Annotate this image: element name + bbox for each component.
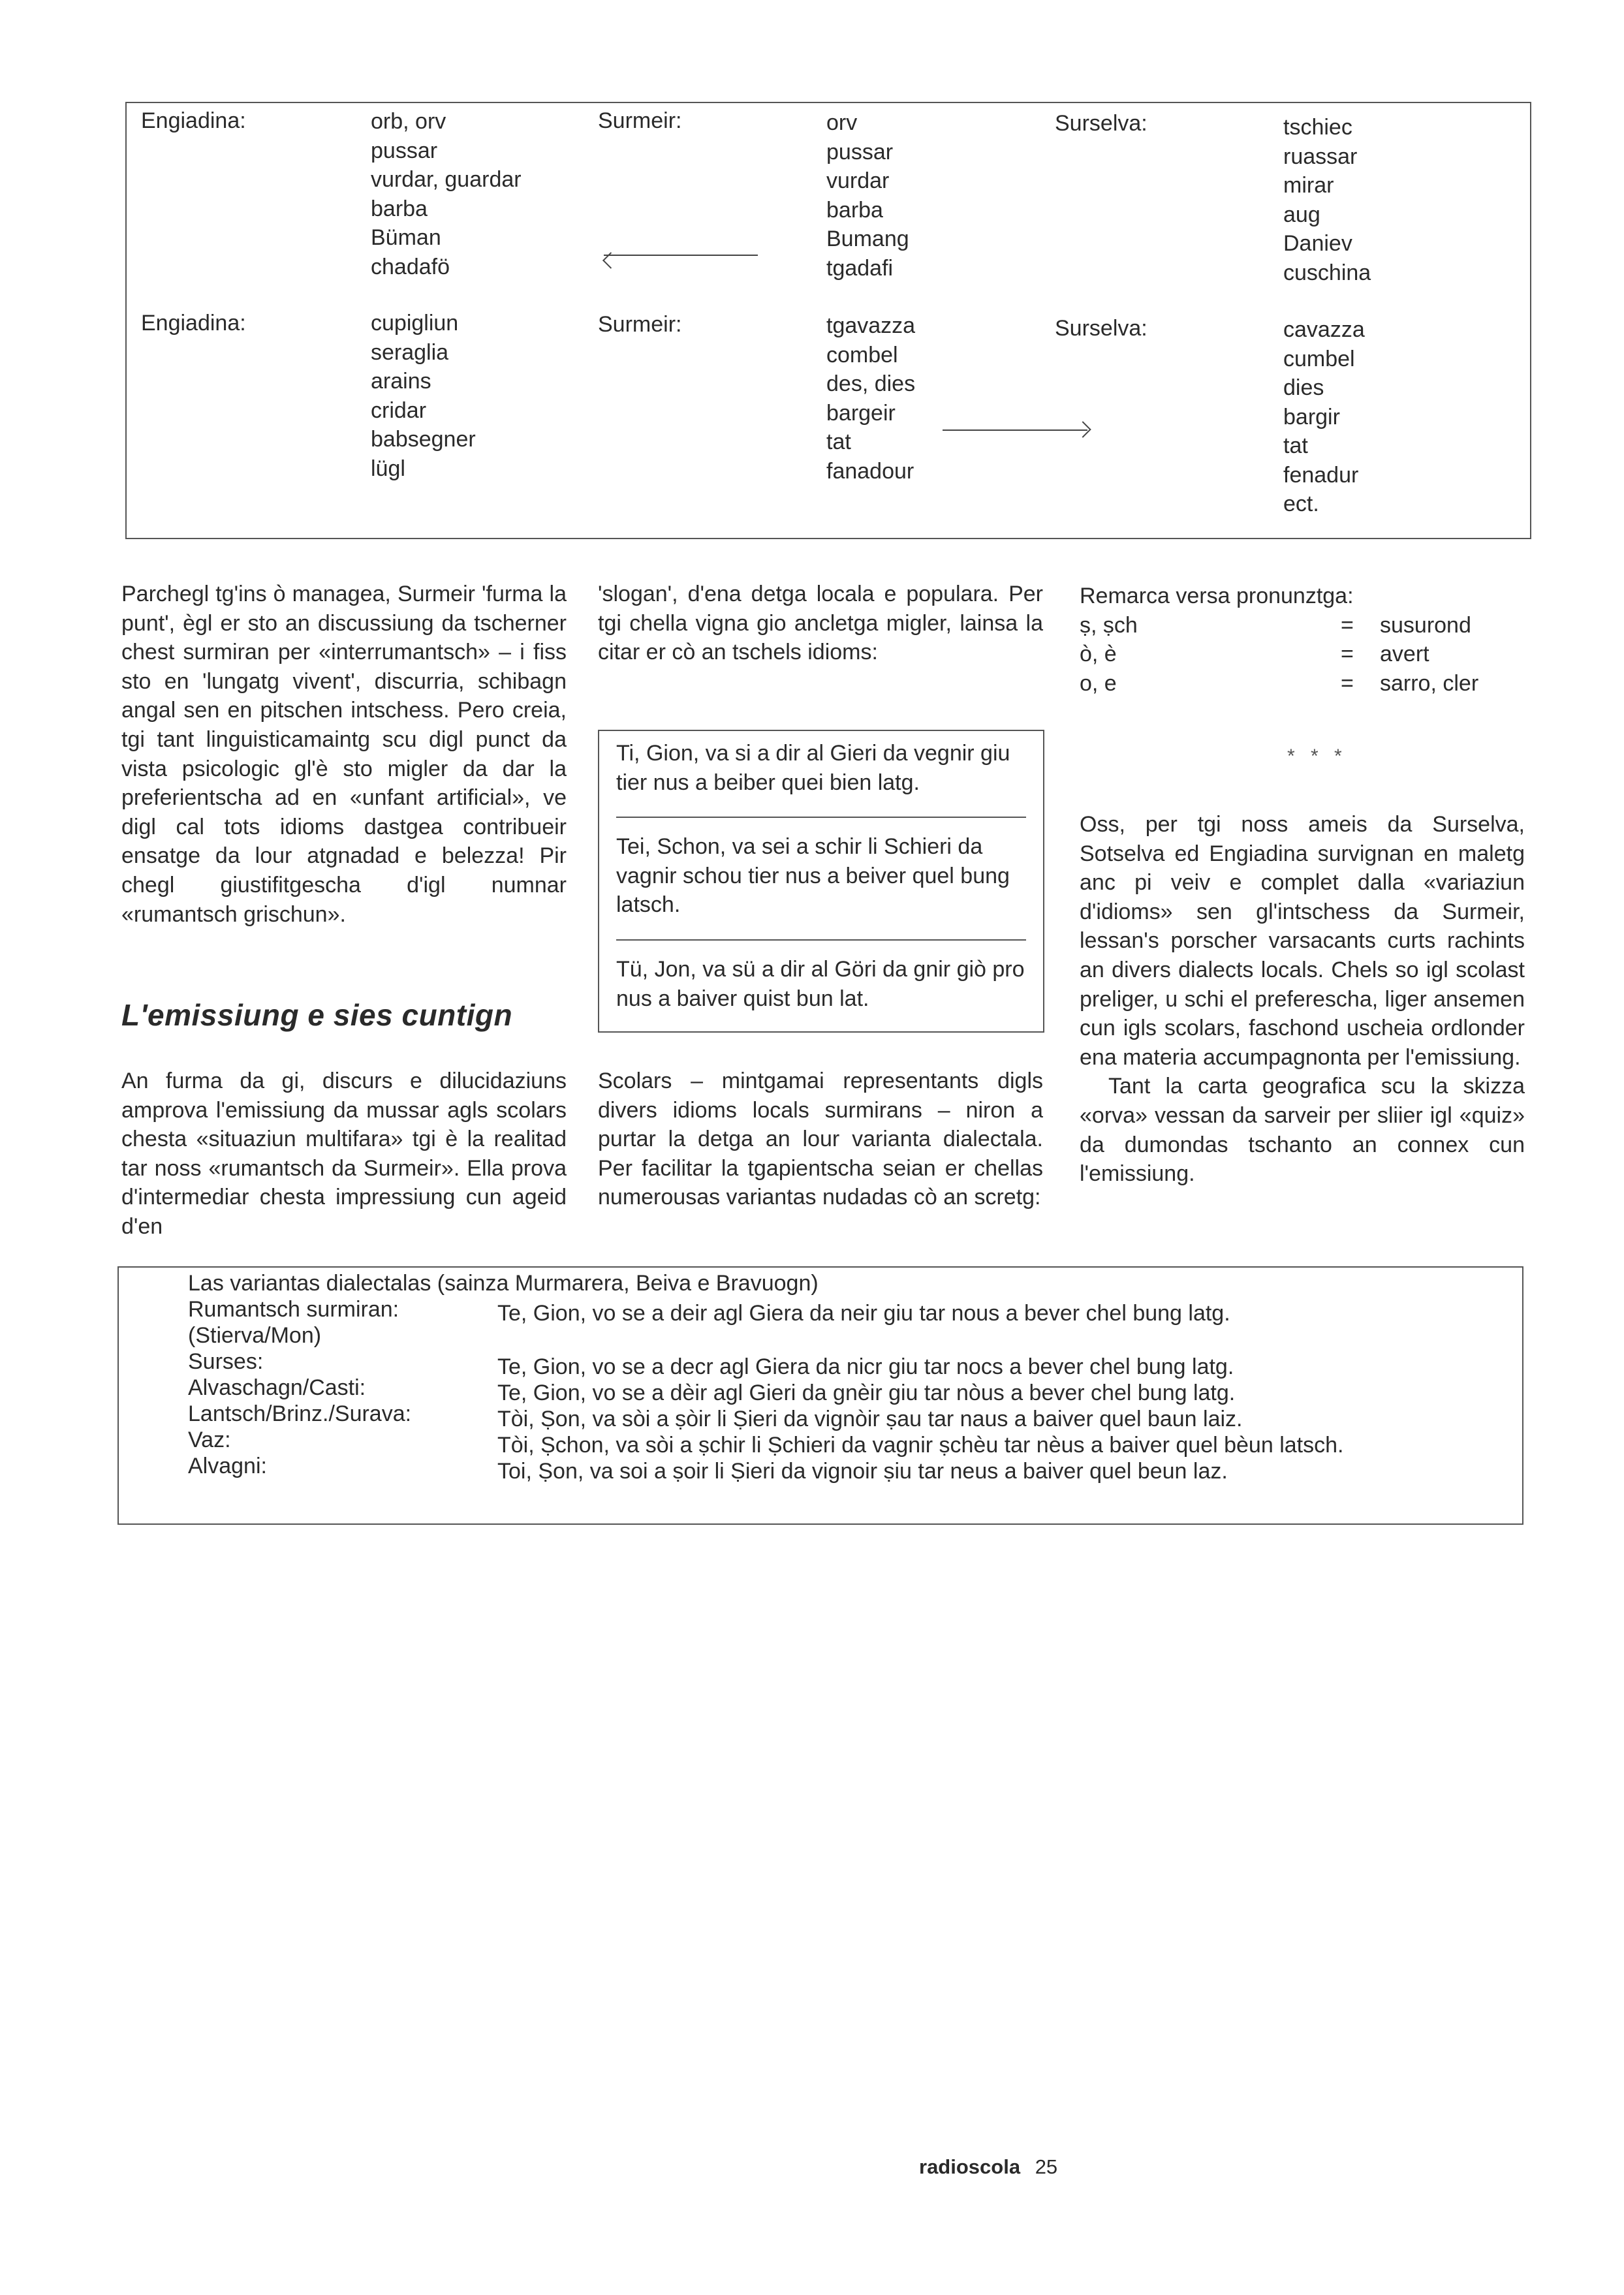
word-item: cridar: [371, 398, 427, 423]
word-item: seraglia: [371, 339, 449, 365]
dialects-intro-paragraph: Oss, per tgi noss ameis da Surselva, Sotselva ed Engiadina survignan en maletg anc pi veiv e complet dalla «variaziun d'idioms» sen gl'intschess da Surmeir, lessan's porscher varsacants curts rachints an divers dialects locals. Chels so igl scolast preliger, u schi el preferescha, liger ansemen cun igls scolars, faschond uscheia ordlonder ena materia accumpagnonta per l'emissiung.: [1080, 812, 1525, 1070]
dialect-text: Tòi, Ṣon, va sòi a ṣòir li Ṣieri da vignòir ṣau tar naus a baiver quel baun laiz.: [497, 1407, 1243, 1431]
word-list-surselva: [1283, 113, 1371, 287]
word-item: babsegner: [371, 427, 476, 452]
section-separator-stars: * * *: [1287, 745, 1347, 767]
word-item: orb, orv: [371, 109, 446, 134]
word-list-engiadina: [371, 309, 476, 483]
region-label-engiadina: Engiadina:: [141, 108, 246, 133]
word-item: cuschina: [1283, 260, 1371, 285]
text-column-1: [121, 580, 567, 929]
region-label-engiadina: Engiadina:: [141, 311, 246, 336]
page-footer: [919, 2155, 1057, 2179]
equals: =: [1341, 612, 1354, 638]
word-item: fanadour: [826, 458, 914, 484]
section-heading: L'emissiung e sies cuntign: [121, 998, 513, 1032]
dialect-title: Las variantas dialectalas (sainza Murmarera, Beiva e Bravuogn): [188, 1271, 819, 1296]
dialect-row: [188, 1296, 1520, 1326]
dialect-label: Alvagni:: [188, 1454, 267, 1478]
pronunciation-row: [1080, 611, 1530, 640]
region-label-surmeir: Surmeir:: [598, 108, 682, 133]
word-item: bargeir: [826, 400, 896, 426]
region-label-surselva: Surselva:: [1055, 316, 1148, 341]
word-item: Daniev: [1283, 231, 1352, 256]
arrow-right-icon: [943, 429, 1087, 431]
dialect-row: [188, 1427, 1520, 1458]
word-item: Büman: [371, 225, 441, 250]
word-list-surselva: [1283, 315, 1365, 519]
pronunciation-row: [1080, 669, 1530, 698]
dialect-label: Surses:: [188, 1349, 264, 1374]
word-item: cavazza: [1283, 317, 1365, 342]
word-item: tat: [1283, 433, 1308, 458]
slogan-paragraph: 'slogan', d'ena detga locala e populara. Per tgi chella vigna gio ancletga migler, lainsa la citar er cò an tschels idioms:: [598, 582, 1043, 665]
dialect-label: Rumantsch surmiran:: [188, 1297, 399, 1322]
word-item: cumbel: [1283, 346, 1355, 371]
equals: =: [1341, 670, 1354, 696]
scolars-paragraph: Scolars – mintgamai representants digls divers idioms locals surmirans – niron a purtar la detga an lour varianta dialectala. Per facilitar la tgapientscha seian er chellas numerousas variantas nudadas cò an scretg:: [598, 1069, 1043, 1210]
dialect-text: Te, Gion, vo se a decr agl Giera da nicr giu tar nocs a bever chel bung latg.: [497, 1354, 1234, 1379]
dialect-text: Te, Gion, vo se a dèir agl Gieri da gnèir giu tar nòus a bever chel bung latg.: [497, 1381, 1236, 1405]
word-item: tat: [826, 429, 851, 454]
word-item: tgadafi: [826, 255, 894, 281]
pronunciation-note: [1080, 582, 1530, 698]
dialect-label: Vaz:: [188, 1428, 231, 1452]
word-item: Bumang: [826, 226, 909, 251]
dialect-label: (Stierva/Mon): [188, 1323, 322, 1348]
sound: ò, è: [1080, 642, 1117, 667]
sound: ṣ, ṣch: [1080, 612, 1138, 638]
arrow-left-icon: [604, 255, 758, 256]
example: avert: [1380, 642, 1429, 667]
word-item: ect.: [1283, 492, 1319, 516]
word-list-engiadina: [371, 107, 522, 281]
quiz-paragraph: Tant la carta geografica scu la skizza «orva» vessan da sarveir per sliier igl «quiz» da dumondas tschanto an connex cun l'emissiung.: [1080, 1074, 1525, 1187]
pronunciation-row: [1080, 640, 1530, 669]
publication-name: radioscola: [919, 2155, 1021, 2178]
word-item: dies: [1283, 375, 1324, 400]
dialect-text: Tòi, Ṣchon, va sòi a ṣchir li Ṣchieri da vagnir ṣchèu tar nèus a baiver quel bèun latsch.: [497, 1433, 1344, 1458]
word-list-surmeir: [826, 311, 915, 486]
dialect-label: Lantsch/Brinz./Surava:: [188, 1401, 412, 1426]
dialect-row: [188, 1401, 1520, 1431]
slogan-quote-box: [598, 730, 1044, 1033]
text-column-2: [598, 580, 1043, 667]
dialect-row: [188, 1349, 1520, 1379]
word-item: barba: [826, 197, 883, 223]
dialect-variants: [188, 1270, 1520, 1484]
word-item: cupigliun: [371, 311, 459, 336]
slogan-sutselva: Tei, Schon, va sei a schir li Schieri da vagnir schou tier nus a beiver quel bung latsch.: [616, 834, 1010, 918]
page-number: 25: [1035, 2155, 1058, 2178]
dialect-row: [188, 1375, 1520, 1405]
word-list-surmeir: [826, 108, 909, 283]
word-item: tschiec: [1283, 115, 1352, 140]
pronunciation-title: Remarca versa pronunztga:: [1080, 584, 1354, 608]
intro-paragraph: Parchegl tg'ins ò managea, Surmeir 'furma la punt', ègl er sto an discussiung da tscherner chest surmiran per «interrumantsch» – i fiss sto en 'lungatg vivent', discurria, schibagn angal sen en pitschen intschess. Pero creia, tgi tant linguisticamaintg scu digl punct da vista psicologic gl'è sto migler da dar la preferientscha ad en «unfant artificial», ve digl cal tots idioms dastgea contribueir ensatge da lour atgnadad e belezza! Pir chegl giustifitgescha d'igl numnar «rumantsch grischun».: [121, 582, 567, 927]
word-item: ruassar: [1283, 144, 1358, 169]
word-item: vurdar, guardar: [371, 167, 522, 192]
example: sarro, cler: [1380, 670, 1479, 696]
scolars-paragraph-block: [598, 1067, 1043, 1212]
text-column-3: [1080, 810, 1525, 1189]
region-label-surselva: Surselva:: [1055, 111, 1148, 136]
dialect-row: [188, 1453, 1520, 1484]
emission-paragraph: An furma da gi, discurs e dilucidaziuns amprova l'emissiung da mussar agls scolars chesta «situaziun multifara» tgi è la realitad tar noss «rumantsch da Surmeir». Ella prova d'intermediar chesta impressiung cun ageid d'en: [121, 1069, 567, 1239]
divider: [616, 939, 1026, 941]
slogan-surselva: Ti, Gion, va si a dir al Gieri da vegnir giu tier nus a beiber quei bien latg.: [616, 741, 1010, 795]
word-item: vurdar: [826, 168, 890, 193]
dialect-label: Alvaschagn/Casti:: [188, 1375, 366, 1400]
word-item: des, dies: [826, 371, 916, 396]
dialect-text: Te, Gion, vo se a deir agl Giera da neir giu tar nous a bever chel bung latg.: [497, 1301, 1230, 1326]
dialect-text: Toi, Ṣon, va soi a ṣoir li Ṣieri da vignoir ṣiu tar neus a baiver quel beun laz.: [497, 1459, 1228, 1484]
emission-paragraph-block: [121, 1067, 567, 1241]
word-item: chadafö: [371, 254, 450, 279]
word-item: mirar: [1283, 173, 1334, 198]
word-item: fenadur: [1283, 462, 1359, 488]
word-item: tgavazza: [826, 313, 916, 338]
word-item: orv: [826, 110, 858, 135]
region-label-surmeir: Surmeir:: [598, 312, 682, 337]
sound: o, e: [1080, 670, 1117, 696]
slogan-engiadina: Tü, Jon, va sü a dir al Göri da gnir giò pro nus a baiver quist bun lat.: [616, 956, 1025, 1011]
word-item: arains: [371, 369, 431, 394]
word-item: lügl: [371, 456, 405, 481]
divider: [616, 817, 1026, 818]
pronunciation-table: [1080, 611, 1530, 698]
word-item: bargir: [1283, 404, 1340, 429]
word-item: pussar: [826, 139, 894, 164]
word-item: combel: [826, 342, 898, 367]
dialect-row: [188, 1322, 1520, 1349]
example: susurond: [1380, 612, 1471, 638]
word-item: barba: [371, 196, 428, 221]
word-item: pussar: [371, 138, 438, 163]
equals: =: [1341, 642, 1354, 667]
word-item: aug: [1283, 202, 1320, 227]
